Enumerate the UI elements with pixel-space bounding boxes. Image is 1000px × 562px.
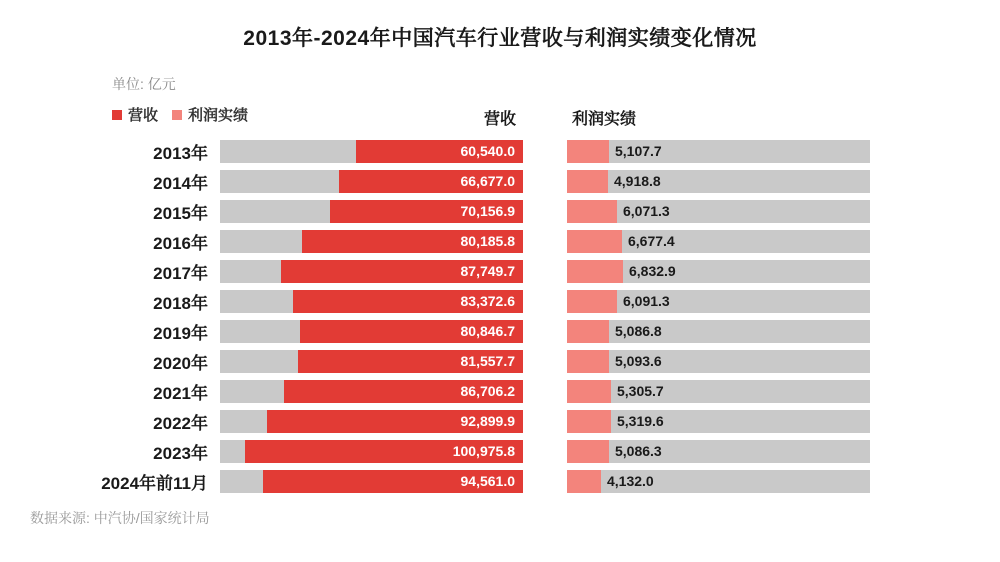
profit-track (567, 170, 870, 193)
profit-value-label: 5,086.8 (615, 322, 662, 339)
profit-value-label: 5,319.6 (617, 412, 664, 429)
chart-row (0, 256, 1000, 286)
revenue-track (220, 260, 523, 283)
profit-track (567, 470, 870, 493)
column-header-profit: 利润实绩 (572, 111, 637, 128)
revenue-track (220, 290, 523, 313)
revenue-track (220, 440, 523, 463)
legend-label-profit: 利润实绩 (188, 107, 249, 124)
chart-row (0, 346, 1000, 376)
revenue-value-label: 94,561.0 (460, 472, 515, 489)
profit-bar (567, 200, 617, 223)
profit-track (567, 320, 870, 343)
revenue-value-label: 83,372.6 (460, 292, 515, 309)
revenue-track (220, 170, 523, 193)
revenue-value-label: 66,677.0 (460, 172, 515, 189)
chart-row (0, 316, 1000, 346)
revenue-track (220, 410, 523, 433)
unit-label: 单位: 亿元 (112, 76, 176, 92)
profit-bar (567, 170, 608, 193)
revenue-track (220, 350, 523, 373)
profit-bar (567, 320, 609, 343)
revenue-value-label: 87,749.7 (460, 262, 515, 279)
revenue-value-label: 100,975.8 (452, 442, 515, 459)
legend-swatch-profit (172, 110, 182, 120)
profit-track (567, 140, 870, 163)
profit-bar (567, 260, 623, 283)
revenue-track (220, 200, 523, 223)
profit-track (567, 290, 870, 313)
revenue-value-label: 70,156.9 (460, 202, 515, 219)
profit-value-label: 4,918.8 (614, 172, 661, 189)
category-label: 2015年 (153, 203, 208, 223)
source-note: 数据来源: 中汽协/国家统计局 (30, 510, 210, 526)
legend-label-revenue: 营收 (128, 107, 159, 124)
category-label: 2018年 (153, 293, 208, 313)
revenue-track (220, 140, 523, 163)
chart-row (0, 436, 1000, 466)
revenue-value-label: 86,706.2 (460, 382, 515, 399)
revenue-track (220, 380, 523, 403)
profit-bar (567, 410, 611, 433)
legend-item-revenue (112, 104, 158, 125)
revenue-value-label: 80,846.7 (460, 322, 515, 339)
profit-track (567, 380, 870, 403)
legend-item-profit (172, 104, 248, 125)
category-label: 2017年 (153, 263, 208, 283)
category-label: 2019年 (153, 323, 208, 343)
revenue-value-label: 60,540.0 (460, 142, 515, 159)
category-label: 2016年 (153, 233, 208, 253)
page-title: 2013年-2024年中国汽车行业营收与利润实绩变化情况 (243, 27, 757, 50)
column-header-revenue: 营收 (484, 111, 517, 128)
chart-row (0, 166, 1000, 196)
profit-value-label: 6,071.3 (623, 202, 670, 219)
chart-body (0, 136, 1000, 496)
profit-bar (567, 380, 611, 403)
profit-value-label: 5,093.6 (615, 352, 662, 369)
chart-row (0, 466, 1000, 496)
profit-bar (567, 140, 609, 163)
revenue-track (220, 470, 523, 493)
profit-track (567, 440, 870, 463)
profit-bar (567, 470, 601, 493)
category-label: 2023年 (153, 443, 208, 463)
chart-row (0, 286, 1000, 316)
profit-bar (567, 230, 622, 253)
category-label: 2020年 (153, 353, 208, 373)
revenue-value-label: 81,557.7 (460, 352, 515, 369)
revenue-value-label: 80,185.8 (460, 232, 515, 249)
category-label: 2021年 (153, 383, 208, 403)
category-label: 2024年前11月 (101, 473, 208, 493)
legend-swatch-revenue (112, 110, 122, 120)
revenue-value-label: 92,899.9 (460, 412, 515, 429)
profit-track (567, 350, 870, 373)
revenue-track (220, 320, 523, 343)
category-label: 2013年 (153, 143, 208, 163)
profit-track (567, 260, 870, 283)
profit-bar (567, 350, 609, 373)
profit-value-label: 5,305.7 (617, 382, 664, 399)
profit-value-label: 4,132.0 (607, 472, 654, 489)
chart-row (0, 406, 1000, 436)
profit-track (567, 230, 870, 253)
profit-value-label: 6,091.3 (623, 292, 670, 309)
chart-row (0, 376, 1000, 406)
chart-row (0, 136, 1000, 166)
profit-track (567, 200, 870, 223)
profit-track (567, 410, 870, 433)
chart-row (0, 196, 1000, 226)
category-label: 2022年 (153, 413, 208, 433)
chart-row (0, 226, 1000, 256)
revenue-track (220, 230, 523, 253)
profit-value-label: 5,086.3 (615, 442, 662, 459)
profit-value-label: 6,677.4 (628, 232, 675, 249)
profit-bar (567, 440, 609, 463)
legend (112, 104, 248, 125)
profit-bar (567, 290, 617, 313)
profit-value-label: 6,832.9 (629, 262, 676, 279)
category-label: 2014年 (153, 173, 208, 193)
profit-value-label: 5,107.7 (615, 142, 662, 159)
